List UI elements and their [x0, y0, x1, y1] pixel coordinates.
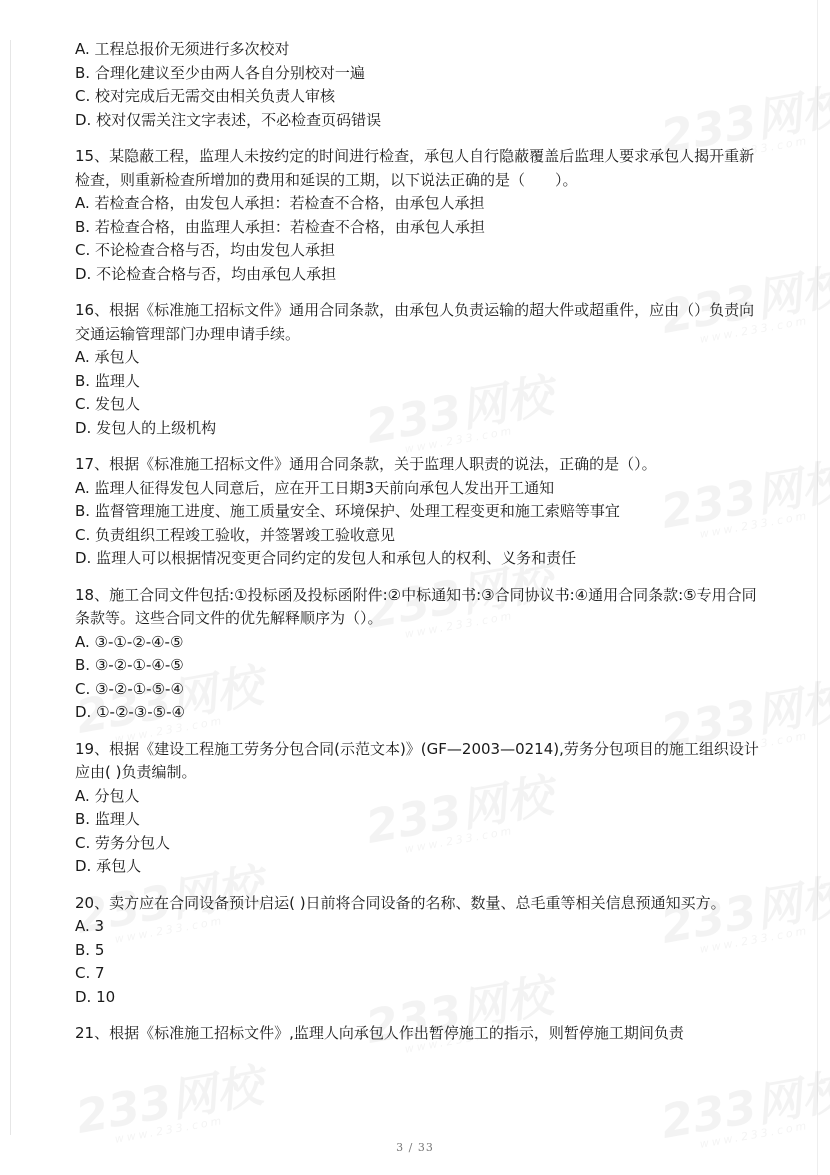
answer-option: B. 5 [75, 940, 105, 959]
answer-option: D. 不论检查合格与否，均由承包人承担 [75, 264, 337, 283]
question-stem: 15、某隐蔽工程，监理人未按约定的时间进行检查，承包人自行隐蔽覆盖后监理人要求承包人揭开重新检查，则重新检查所增加的费用和延误的工期，以下说法正确的是（ ）。 [75, 147, 755, 189]
answer-option: B. 监理人 [75, 810, 140, 828]
answer-option: A. ③-①-②-④-⑤ [75, 632, 184, 651]
question-stem: 21、根据《标准施工招标文件》,监理人向承包人作出暂停施工的指示，则暂停施工期间负责 [75, 1024, 684, 1042]
answer-option: B. ③-②-①-④-⑤ [75, 656, 184, 674]
answer-option: C. 7 [75, 964, 105, 982]
answer-option: B. 若检查合格，由监理人承担：若检查不合格，由承包人承担 [75, 217, 485, 236]
answer-option: B. 合理化建议至少由两人各自分别校对一遍 [75, 63, 365, 82]
page-border-right [817, 0, 818, 1175]
answer-option: A. 工程总报价无须进行多次校对 [75, 40, 290, 58]
answer-option: C. 发包人 [75, 395, 141, 413]
answer-option: C. 劳务分包人 [75, 833, 171, 852]
answer-option: A. 监理人征得发包人同意后，应在开工日期3天前向承包人发出开工通知 [75, 478, 555, 497]
question-stem: 17、根据《标准施工招标文件》通用合同条款，关于监理人职责的说法，正确的是（）。 [75, 455, 657, 473]
answer-option: D. 承包人 [75, 857, 142, 875]
answer-option: A. 分包人 [75, 786, 140, 805]
answer-option: D. ①-②-③-⑤-④ [75, 703, 185, 721]
answer-option: A. 3 [75, 917, 105, 935]
page-number: 3 / 33 [396, 1141, 434, 1154]
answer-option: D. 校对仅需关注文字表述，不必检查页码错误 [75, 110, 382, 129]
answer-option: C. 负责组织工程竣工验收，并签署竣工验收意见 [75, 525, 396, 544]
answer-option: D. 监理人可以根据情况变更合同约定的发包人和承包人的权利、义务和责任 [75, 549, 577, 567]
question-stem: 16、根据《标准施工招标文件》通用合同条款，由承包人负责运输的超大件或超重件，应由（）负责向交通运输管理部门办理申请手续。 [75, 301, 755, 343]
answer-option: C. 不论检查合格与否，均由发包人承担 [75, 241, 336, 259]
question-stem: 20、卖方应在合同设备预计启运( )日前将合同设备的名称、数量、总毛重等相关信息预通知买方。 [75, 893, 726, 912]
question-stem: 18、施工合同文件包括:①投标函及投标函附件:②中标通知书:③合同协议书:④通用合同条款:⑤专用合同条款等。这些合同文件的优先解释顺序为（）。 [75, 585, 757, 627]
answer-option: D. 发包人的上级机构 [75, 418, 217, 437]
answer-option: C. ③-②-①-⑤-④ [75, 679, 184, 698]
question-list [75, 38, 765, 1046]
page-border-left [10, 40, 11, 1135]
answer-option: C. 校对完成后无需交由相关负责人审核 [75, 87, 336, 105]
watermark-logo [70, 1049, 268, 1152]
answer-option: B. 监理人 [75, 371, 140, 390]
answer-option: A. 承包人 [75, 348, 140, 366]
answer-option: D. 10 [75, 987, 116, 1006]
question-stem: 19、根据《建设工程施工劳务分包合同(示范文本)》(GF—2003—0214),劳务分包项目的施工组织设计应由( )负责编制。 [75, 739, 759, 781]
answer-option: A. 若检查合格，由发包人承担：若检查不合格，由承包人承担 [75, 194, 485, 212]
answer-option: B. 监督管理施工进度、施工质量安全、环境保护、处理工程变更和施工索赔等事宜 [75, 502, 620, 520]
